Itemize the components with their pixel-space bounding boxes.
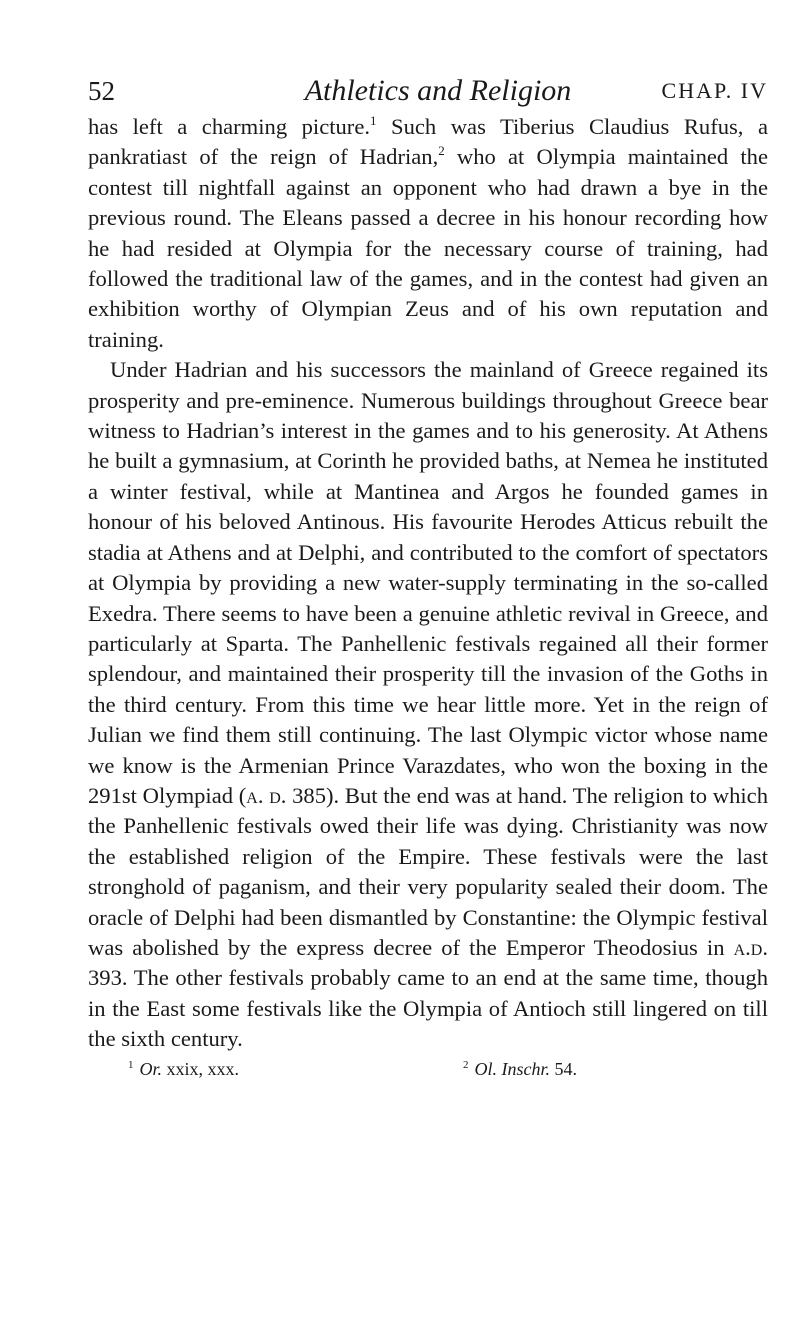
running-title: Athletics and Religion (304, 74, 572, 107)
footnote-number: 1 (128, 1058, 134, 1071)
text-run: Such was Tiberius Claudius Rufus, a pankratiast of the reign of Hadrian, (88, 114, 768, 170)
text-run: has left a charming picture. (88, 114, 371, 139)
footnote-1 (128, 1059, 239, 1080)
footnote-2 (463, 1059, 577, 1080)
text-run: 393. The other festivals probably came to an end at the same time, though in the East some festivals like the Olympia of Antioch still lingered on till the sixth century. (88, 965, 768, 1052)
chapter-label: CHAP. IV (661, 78, 768, 103)
footnote-reference: xxix, xxx. (162, 1058, 240, 1079)
paragraph (88, 355, 768, 1054)
page-number: 52 (88, 76, 115, 106)
era-abbreviation: a.d. (733, 934, 768, 960)
footnote-ref: 1 (370, 113, 377, 128)
footnote-source: Ol. Inschr. (474, 1058, 550, 1079)
footnote-number: 2 (463, 1058, 469, 1071)
footnote-reference: 54. (550, 1058, 577, 1079)
footnote-source: Or. (139, 1058, 163, 1079)
footnote-ref: 2 (438, 143, 445, 159)
book-page (88, 60, 768, 1089)
text-run: Under Hadrian and his successors the mainland of Greece regained its prosperity and pre-eminence. Numerous buildings throughout Greece bear witness to Hadrian’s interest in the games and to his generosity. At Athens he built a gymnasium, at Corinth he provided baths, at Nemea he instituted a winter festival, while at Mantinea and Argos he founded games in honour of his beloved Antinous. His favourite Herodes Atticus rebuilt the stadia at Athens and at Delphi, and contributed to the comfort of spectators at Olympia by providing a new water-supply terminating in the so-called Exedra. There seems to have been a genuine athletic revival in Greece, and particularly at Sparta. The Panhellenic festivals regained all their former splendour, and maintained their prosperity till the invasion of the Goths in the third century. From this time we hear little more. Yet in the reign of Julian we find them still continuing. The last Olympic victor whose name we know is the Armenian Prince Varazdates, who won the boxing in the 291st Olympiad ( (88, 357, 768, 808)
text-run: 385). But the end was at hand. The religion to which the Panhellenic festivals owed their life was dying. Christianity was now the established religion of the Empire. These festivals were the last stronghold of paganism, and their very popularity sealed their doom. The oracle of Delphi had been dismantled by Constantine: the Olympic festival was abolished by the express decree of the Emperor Theodosius in (88, 782, 768, 960)
text-run: who at Olympia maintained the contest till nightfall against an opponent who had drawn a bye in the previous round. The Eleans passed a decree in his honour recording how he had resided at Olympia for the necessary course of training, had followed the traditional law of the games, and in the contest had given an exhibition worthy of Olympian Zeus and of his own reputation and training. (88, 144, 768, 352)
running-head (88, 60, 768, 112)
footnotes (88, 1059, 768, 1089)
paragraph (88, 112, 768, 355)
era-abbreviation: a. d. (246, 782, 287, 808)
body-text (88, 112, 768, 1055)
